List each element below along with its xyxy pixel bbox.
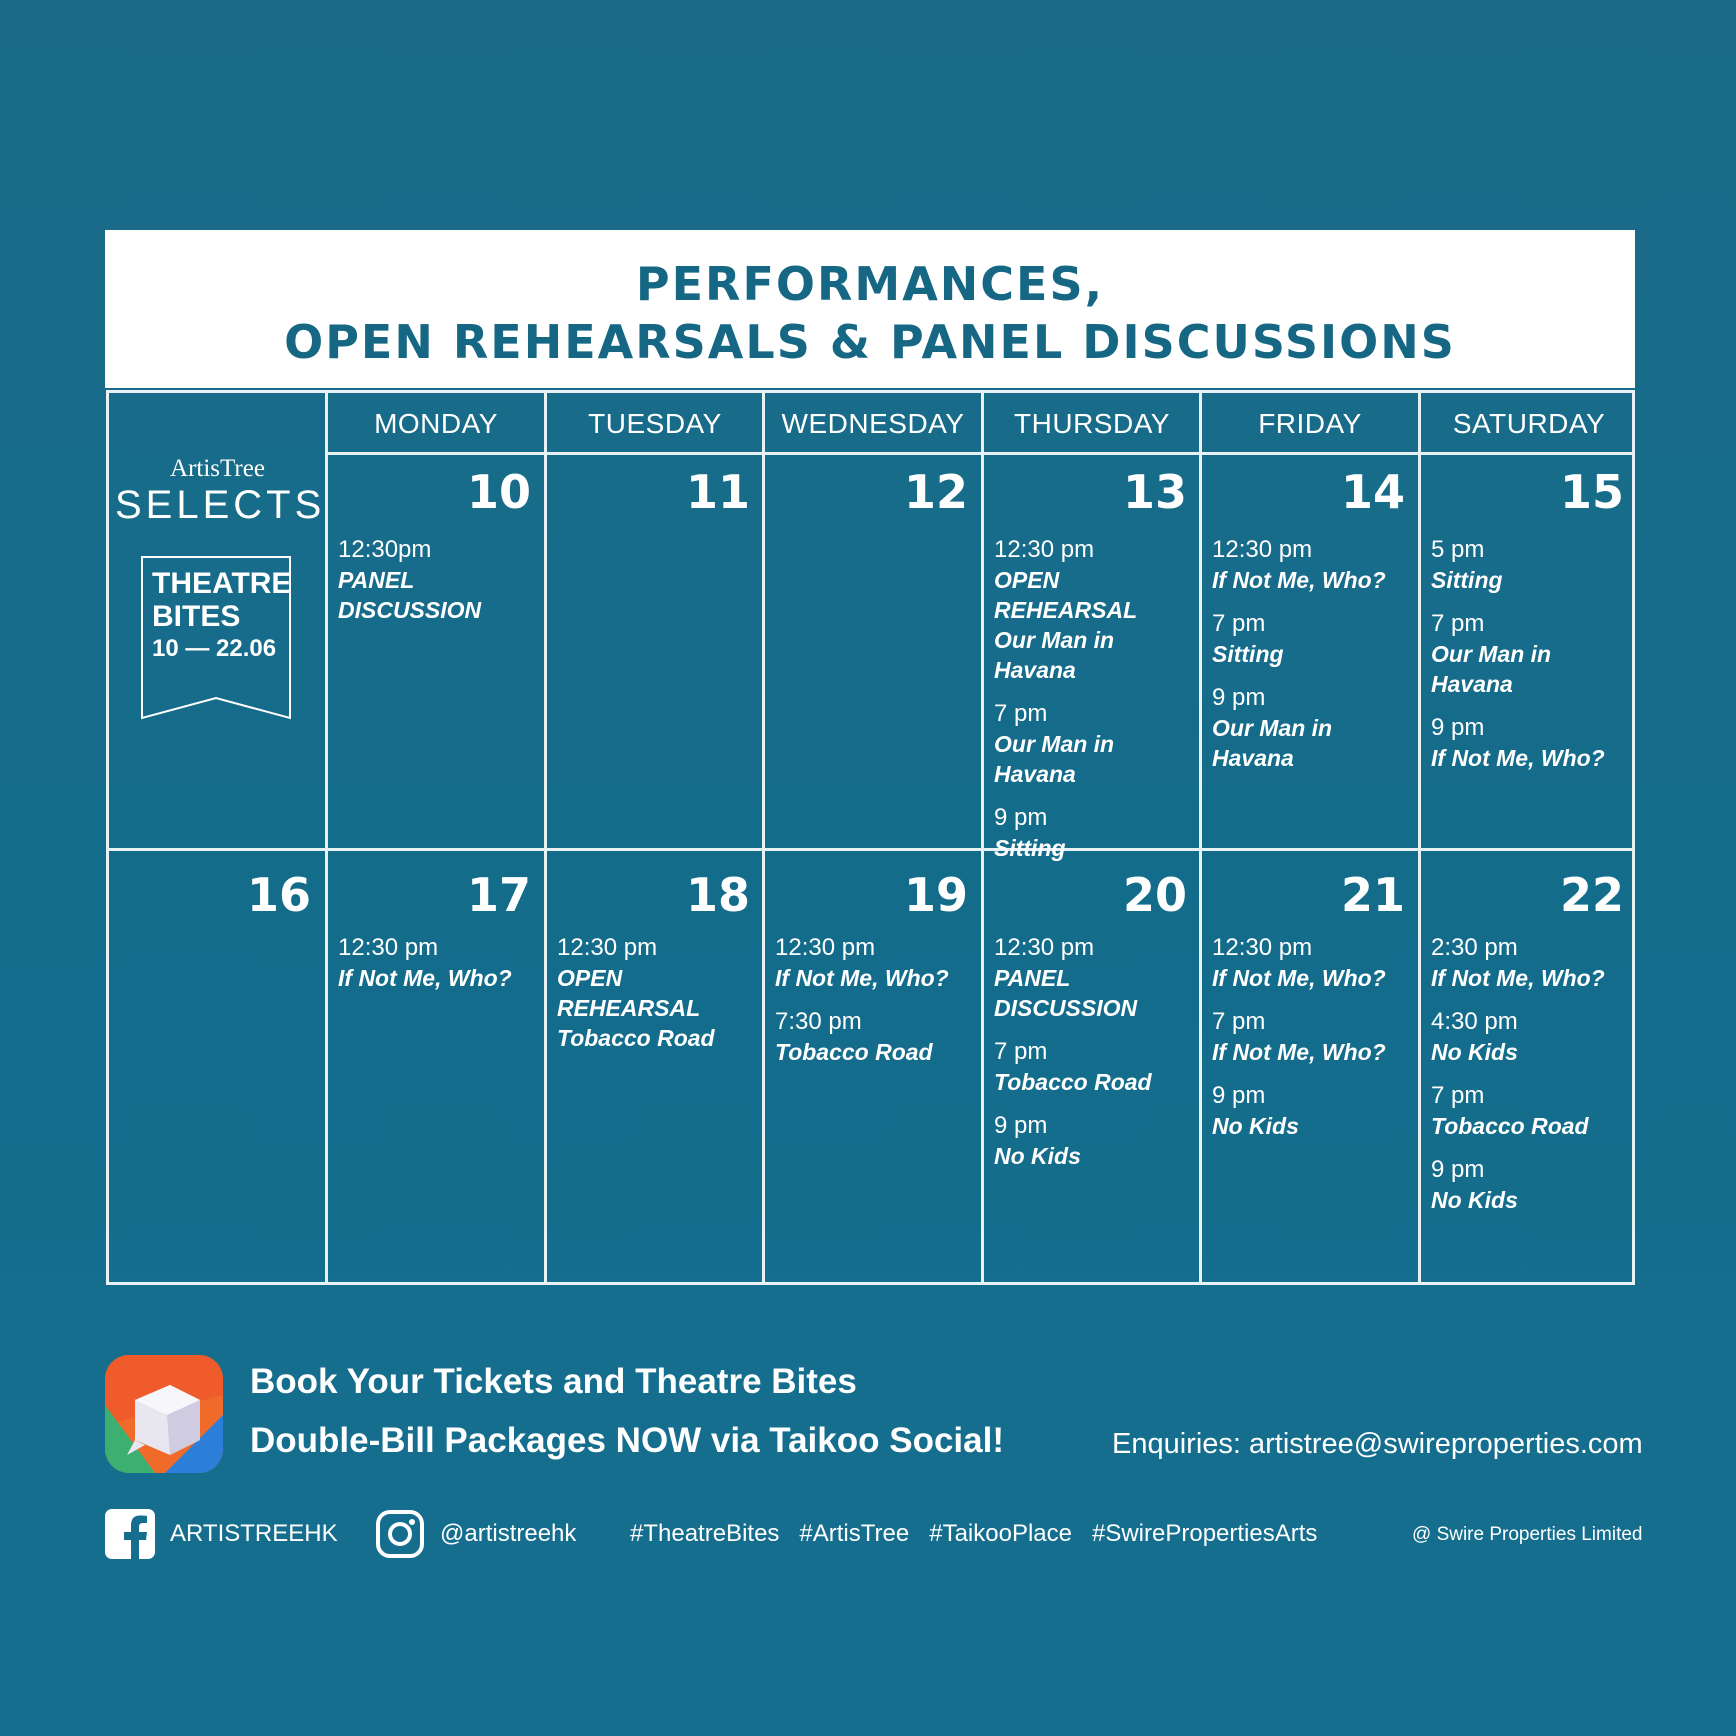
brand-artistree: ArtisTree [170,455,265,482]
event-show: Our Man in Havana [994,627,1115,683]
header-line2: OPEN REHEARSALS & PANEL DISCUSSIONS [284,315,1456,369]
event-item[interactable] [1431,933,1636,993]
grid-column-divider [981,393,984,1282]
cta-line2: Double-Bill Packages NOW via Taikoo Social! [250,1421,1004,1460]
day-header-saturday: SATURDAY [1452,408,1606,439]
event-time: 7 pm [1431,1082,1485,1109]
event-title: If Not Me, Who? [1212,1039,1386,1065]
day-number: 15 [1559,465,1624,519]
event-item[interactable] [994,933,1199,1023]
day-events [994,933,1199,1185]
event-item[interactable] [775,933,980,993]
day-number: 13 [1122,465,1187,519]
grid-column-divider [1418,393,1421,1282]
event-time: 9 pm [994,804,1048,831]
event-time: 12:30 pm [1212,934,1313,961]
day-number: 22 [1559,868,1624,922]
event-title: PANEL DISCUSSION [994,965,1138,1021]
grid-row-divider [109,848,1632,851]
event-title: No Kids [1431,1187,1518,1213]
facebook-icon[interactable] [105,1509,155,1559]
calendar-grid [106,390,1635,1285]
event-time: 2:30 pm [1431,934,1518,961]
instagram-handle[interactable]: @artistreehk [440,1520,577,1547]
event-time: 12:30 pm [338,934,439,961]
event-title: OPEN REHEARSAL [994,567,1138,623]
event-title: OPEN REHEARSAL [557,965,701,1021]
day-header-tuesday: TUESDAY [588,408,722,439]
event-item[interactable] [1212,535,1417,595]
event-item[interactable] [1431,609,1636,699]
badge-line1: THEATRE [152,567,292,600]
day-number: 20 [1122,868,1187,922]
event-title: Our Man in Havana [994,731,1115,787]
event-item[interactable] [1431,1081,1636,1141]
cta-line1: Book Your Tickets and Theatre Bites [250,1362,857,1401]
day-events [338,933,543,1007]
event-time: 9 pm [1212,684,1266,711]
event-title: No Kids [1431,1039,1518,1065]
event-item[interactable] [994,1111,1199,1171]
enquiries-email[interactable]: Enquiries: artistree@swireproperties.com [1112,1428,1643,1460]
event-item[interactable] [1431,1155,1636,1215]
event-show: Tobacco Road [557,1025,715,1051]
day-number: 12 [903,465,968,519]
day-events [1431,933,1636,1229]
copyright: @ Swire Properties Limited [1412,1524,1643,1545]
event-time: 5 pm [1431,536,1485,563]
event-time: 7 pm [1212,1008,1266,1035]
day-number: 11 [685,465,750,519]
event-title: No Kids [994,1143,1081,1169]
day-header-friday: FRIDAY [1258,408,1362,439]
day-events [1212,933,1417,1155]
event-time: 9 pm [994,1112,1048,1139]
event-item[interactable] [1431,535,1636,595]
grid-column-divider [544,393,547,1282]
grid-column-divider [1199,393,1202,1282]
event-time: 9 pm [1431,714,1485,741]
day-events [1212,535,1417,787]
day-events [338,535,543,639]
day-header-monday: MONDAY [374,408,498,439]
hashtags: #TheatreBites #ArtisTree #TaikooPlace #SwirePropertiesArts [630,1520,1318,1547]
event-time: 7 pm [1212,610,1266,637]
event-title: Sitting [1212,641,1284,667]
instagram-icon[interactable] [375,1509,425,1559]
event-title: Our Man in Havana [1431,641,1552,697]
event-time: 7 pm [994,700,1048,727]
event-title: Sitting [1431,567,1503,593]
event-time: 7 pm [994,1038,1048,1065]
theatre-bites-badge [152,567,292,665]
event-item[interactable] [1212,933,1417,993]
header-line1: PERFORMANCES, [635,257,1105,311]
event-item[interactable] [1431,713,1636,773]
facebook-handle[interactable]: ARTISTREEHK [170,1520,338,1547]
event-title: Our Man in Havana [1212,715,1333,771]
day-number: 21 [1340,868,1405,922]
event-item[interactable] [338,933,543,993]
event-time: 4:30 pm [1431,1008,1518,1035]
day-number: 18 [685,868,750,922]
event-time: 12:30 pm [775,934,876,961]
event-time: 12:30 pm [994,934,1095,961]
event-title: If Not Me, Who? [775,965,949,991]
calendar-header [105,230,1635,388]
day-number: 19 [903,868,968,922]
day-header-thursday: THURSDAY [1014,408,1170,439]
event-title: If Not Me, Who? [1212,965,1386,991]
event-item[interactable] [1212,609,1417,669]
badge-line2: BITES [152,600,241,633]
badge-dates: 10 — 22.06 [152,635,277,662]
event-title: Sitting [994,835,1066,861]
event-title: If Not Me, Who? [338,965,512,991]
day-events [994,535,1199,877]
grid-column-divider [325,393,328,1282]
event-time: 9 pm [1212,1082,1266,1109]
day-events [775,933,980,1081]
day-number: 14 [1340,465,1405,519]
event-title: No Kids [1212,1113,1299,1139]
event-item[interactable] [1212,1081,1417,1141]
event-item[interactable] [994,699,1199,789]
event-time: 12:30 pm [557,934,658,961]
event-item[interactable] [775,1007,980,1067]
day-events [557,933,762,1067]
event-time: 7:30 pm [775,1008,862,1035]
taikoo-social-app-icon[interactable] [105,1355,223,1473]
day-events [1431,535,1636,787]
event-item[interactable] [338,535,543,625]
event-title: If Not Me, Who? [1431,965,1605,991]
event-item[interactable] [557,933,762,1053]
event-title: If Not Me, Who? [1431,745,1605,771]
day-number: 17 [466,868,531,922]
event-time: 12:30pm [338,536,432,563]
event-item[interactable] [1212,1007,1417,1067]
event-time: 12:30 pm [994,536,1095,563]
event-title: Tobacco Road [994,1069,1152,1095]
grid-column-divider [762,393,765,1282]
event-time: 12:30 pm [1212,536,1313,563]
day-number: 10 [466,465,531,519]
event-title: PANEL DISCUSSION [338,567,482,623]
event-title: Tobacco Road [775,1039,933,1065]
event-item[interactable] [994,803,1199,863]
day-header-wednesday: WEDNESDAY [781,408,965,439]
artistree-selects-logo [115,455,326,527]
event-item[interactable] [994,1037,1199,1097]
event-title: If Not Me, Who? [1212,567,1386,593]
brand-selects: SELECTS [115,483,326,527]
event-item[interactable] [1212,683,1417,773]
event-time: 9 pm [1431,1156,1485,1183]
event-title: Tobacco Road [1431,1113,1589,1139]
event-item[interactable] [1431,1007,1636,1067]
event-time: 7 pm [1431,610,1485,637]
day-number: 16 [246,868,311,922]
event-item[interactable] [994,535,1199,685]
